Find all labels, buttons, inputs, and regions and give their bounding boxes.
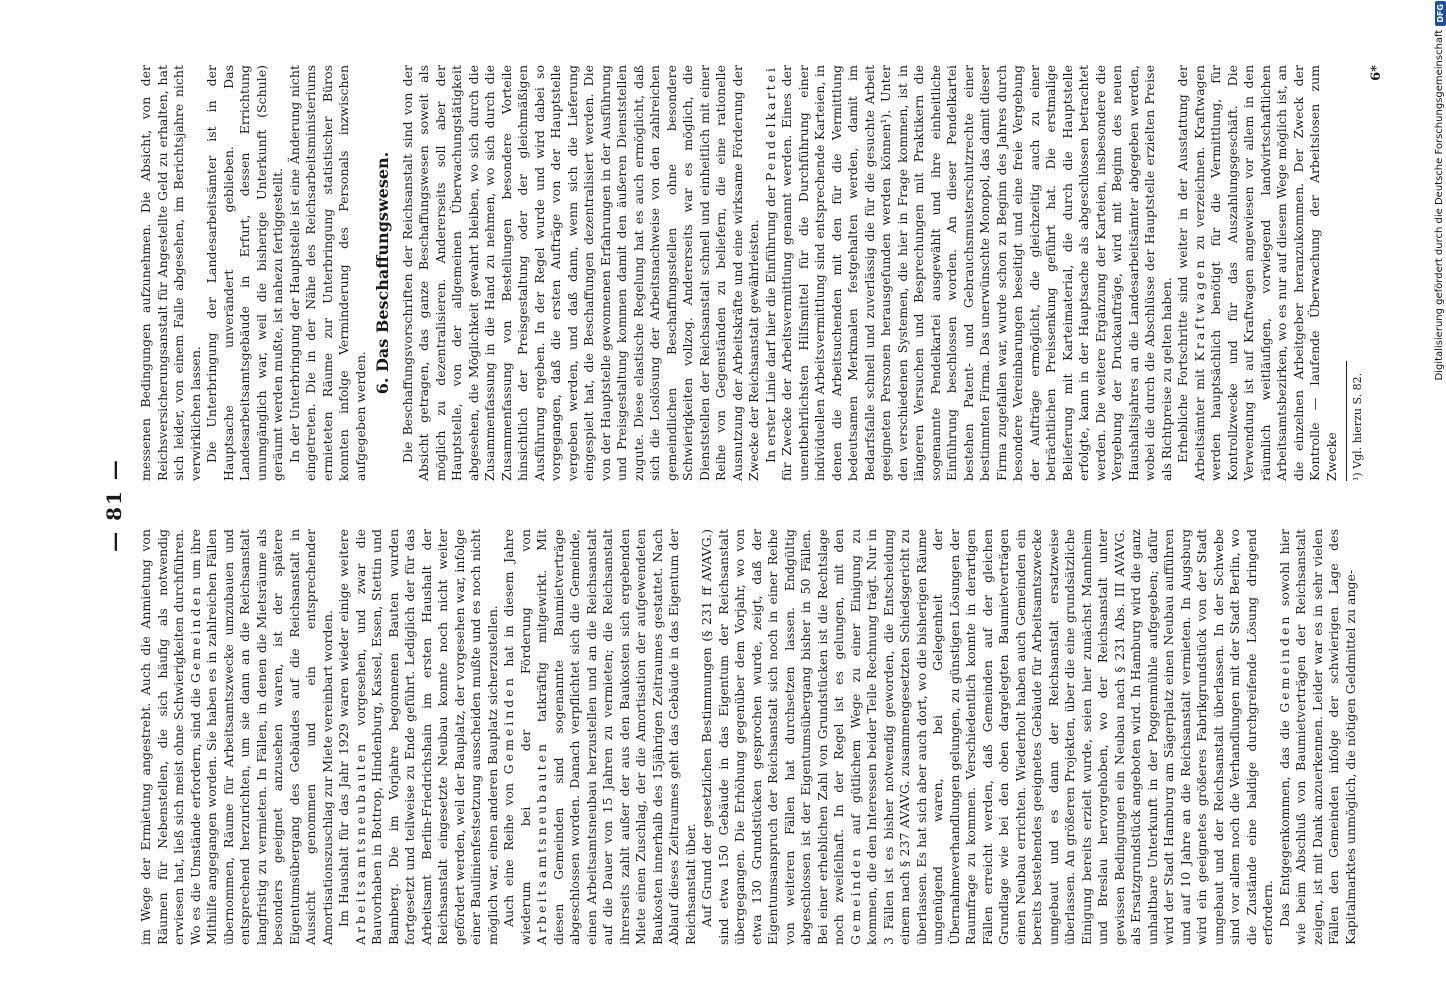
paragraph: Auf Grund der gesetzlichen Bestimmungen (§ 231 ff AVAVG.) sind etwa 150 Gebäude in das Eigentum der Reichsanstalt übergegangen. Die Erhöhung gegenüber dem Vorjahr, wo von etwa 130 Grundstücken gesprochen wurde, zeigt, daß der Eigentumsanspruch der Reichsanstalt sich noch in einer Reihe von weiteren Fällen hat durchsetzen lassen. Endgültig abgeschlossen ist der Eigentumsübergang bisher in 50 Fällen. Bei einer erheblichen Zahl von Grundstücken ist die Rechtslage noch zweifelhaft. In der Regel ist es gelungen, mit den Gemeinden auf gütlichem Wege zu einer Einigung zu kommen, die den Interessen beider Teile Rechnung trägt. Nur in 3 Fällen ist es bisher notwendig geworden, die Entscheidung einem nach § 237 AVAVG. zusammengesetzten Schiedsgericht zu überlassen. Es hat sich aber auch dort, wo die bisherigen Räume ungenügend waren, bei Gelegenheit der Übernahmeverhandlungen gelungen, zu günstigen Lösungen der Raumfrage zu kommen. Verschiedentlich konnte in derartigen Fällen erreicht werden, daß Gemeinden auf der gleichen Grundlage wie bei den oben dargelegten Baumietverträgen einen Neubau errichten. Wiederholt haben auch Gemeinden ein bereits bestehendes geeignetes Gebäude für Arbeitsamtszwecke umgebaut und es dann der Reichsanstalt ersatzweise überlassen. An größeren Projekten, über die eine grundsätzliche Einigung bereits erzielt wurde, seien hier zunächst Mannheim und Breslau hervorgehoben, wo der Reichsanstalt unter gewissen Bedingungen ein Neubau nach § 231 Abs. III AVAVG. als Ersatzgrundstück angeboten wird. In Hamburg wird die ganz unhaltbare Unterkunft in der Poggenmühle aufgegeben; dafür wird der Stadt Hamburg am Sägerplatz einen Neubau aufführen und auf 10 Jahre an die Reichsanstalt vermieten. In Augsburg wird ein geeignetes größeres Fabrikgrundstück von der Stadt umgebaut und der Reichsanstalt überlassen. In der Schwebe sind vor allem noch die Verhandlungen mit der Stadt Berlin, wo die Zustände eine baldige durchgreifende Lösung dringend erfordern. [699, 529, 1275, 945]
paragraph: Die Unterbringung der Landesarbeitsämter ist in der Hauptsache unverändert geblieben. Das Landesarbeitsamtsgebäude in Erfurt, dessen Errichtung unumgänglich war, weil die bisherige Unterkunft (Schule) geräumt werden mußte, ist nahezu fertiggestellt. [204, 65, 285, 481]
left-text-column [138, 529, 1359, 945]
paragraph: In erster Linie darf hier die Einführung der Pendelkartei für Zwecke der Arbeitsvermittlung genannt werden. Eines der unentbehrlichsten Hilfsmittel für die Durchführung einer individuellen Arbeitsvermittlung sind entsprechende Karteien, in denen die Arbeitsuchenden mit den für die Vermittlung bedeutsamen Merkmalen festgehalten werden, damit im Bedarfsfalle schnell und zuverlässig die für die gesuchte Arbeit geeigneten Personen herausgefunden werden können¹). Unter den verschiedenen Systemen, die hier in Frage kommen, ist in längeren Versuchen und Besprechungen mit Praktikern die sogenannte Pendelkartei ausgewählt und ihre einheitliche Einführung beschlossen worden. An dieser Pendelkartei bestehen Patent- und Gebrauchsmusterschutzrechte einer bestimmten Firma. Das unerwünschte Monopol, das damit dieser Firma zugefallen war, wurde schon zu Beginn des Jahres durch besondere Vereinbarungen beseitigt und eine freie Vergebung der Aufträge ermöglicht, die gleichzeitig auch zu einer beträchtlichen Preissenkung geführt hat. Die erstmalige Belieferung mit Karteimaterial, die durch die Hauptstelle erfolgte, kann in der Hauptsache als abgeschlossen betrachtet werden. Die weitere Ergänzung der Karteien, insbesondere die Vergebung der Druckaufträge, wird mit Beginn des neuen Haushaltsjahres an die Landesarbeitsämter abgegeben werden, wobei die durch die Abschlüsse der Hauptstelle erzielten Preise als Richtpreise zu gelten haben. [762, 65, 1174, 481]
paragraph: In der Unterbringung der Hauptstelle ist eine Änderung nicht eingetreten. Die in der Nähe des Reichsarbeitsministeriums ermieteten Räume zur Unterbringung statistischer Büros konnten infolge Verminderung des Personals inzwischen aufgegeben werden. [286, 65, 368, 481]
spaced-emphasis: Arbeitsamtsneubauten [352, 740, 368, 945]
spaced-emphasis: Gemeinden [501, 675, 516, 775]
credit-text: Digitalisierung gefördert durch die Deutsche Forschungsgemeinschaft [1434, 29, 1445, 381]
paragraph: messenen Bedingungen aufzunehmen. Die Absicht, von der Reichsversicherungsanstalt für Angestellte Geld zu erhalten, hat sich leider, von einem Falle abgesehen, im Berichtsjahre nicht verwirklichen lassen. [138, 65, 203, 481]
paragraph: Auch eine Reihe von Gemeinden hat in diesem Jahre wiederum bei der Förderung von Arbeitsamtsneubauten tatkräftig mitgewirkt. Mit diesen Gemeinden sind sogenannte Baumietverträge abgeschlossen worden. Danach verpflichtet sich die Gemeinde, einen Arbeitsamtsneubau herzustellen und an die Reichsanstalt auf die Dauer von 15 Jahren zu vermieten; die Reichsanstalt ihrerseits zahlt außer der aus den Baukosten sich ergebenden Miete einen Zuschlag, der die Amortisation der aufgewendeten Baukosten innerhalb des 15jährigen Zeitraumes gestattet. Nach Ablauf dieses Zeitraumes geht das Gebäude in das Eigentum der Reichsanstalt über. [501, 528, 698, 945]
dfg-logo: DFG [1435, 1, 1446, 26]
footnote: ¹) Vgl. hierzu S. 82. [1351, 372, 1364, 481]
spaced-emphasis: Arbeitsamtsneubauten [534, 740, 549, 945]
section-heading: 6. Das Beschaffungswesen. [373, 151, 392, 395]
paragraph: Erhebliche Fortschritte sind weiter in der Ausstattung der Arbeitsämter mit Kraftwagen zu verzeichnen. Kraftwagen werden hauptsächlich benötigt für die Vermittlung, für Kontrollzwecke und für das Auszahlungsgeschäft. Die Verwendung ist auf Kraftwagen angewiesen vor allem in den räumlich weitläufigen, vorwiegend landwirtschaftlichen Arbeitsamtsbezirken, wo es nur auf diesem Wege möglich ist, an die einzelnen Arbeitgeber heranzukommen. Der Zweck der Kontrolle — laufende Überwachung der Arbeitslosen zum Zwecke [1175, 65, 1339, 481]
right-text-column [138, 65, 1386, 481]
spaced-emphasis: Gemeinden [187, 583, 203, 684]
paragraph: Die Beschaffungsvorschriften der Reichsanstalt sind von der Absicht getragen, das ganze Beschaffungswesen soweit als möglich zu dezentralisieren. Andererseits soll aber der Hauptstelle, von der allgemeinen Überwachungstätigkeit abgesehen, die Möglichkeit gewahrt bleiben, wo sich durch die Zusammenfassung in die Hand zu nehmen, wo sich durch die Zusammenfassung von Bestellungen besondere Vorteile hinsichtlich der Preisgestaltung oder der gleichmäßigen Ausführung ergeben. In der Regel wurde und wird dabei so vorgegangen, daß die ersten Aufträge von der Hauptstelle vergeben werden, und daß dann, wenn sich die Lieferung eingespielt hat, die Beschaffungen dezentralisiert werden. Die von der Hauptstelle gewonnenen Erfahrungen in der Ausführung und Preisgestaltung kommen damit den äußeren Dienststellen zugute. Diese elastische Regelung hat es auch ermöglicht, daß sich die Loslösung der Arbeitsnachweise von den zahlreichen gemeindlichen Beschaffungsstellen ohne besondere Schwierigkeiten vollzog. Andererseits war es möglich, die Dienststellen der Reichsanstalt schnell und einheitlich mit einer Reihe von Gegenständen zu beliefern, die eine rationelle Ausnutzung der Arbeitskräfte und eine wirksame Förderung der Zwecke der Reichsanstalt gewährleisten. [399, 65, 761, 481]
spaced-emphasis: Kraftwagen [1191, 257, 1207, 362]
paragraph: Das Entgegenkommen, das die Gemeinden sowohl hier wie beim Abschluß von Baumietverträgen der Reichsanstalt zeigen, ist mit Dank anzuerkennen. Leider war es in sehr vielen Fällen den Gemeinden infolge der schwierigen Lage des Kapitalmarktes unmöglich, die nötigen Geldmittel zu ange- [1276, 529, 1358, 945]
paragraph: Im Haushalt für das Jahr 1929 waren wieder einige weitere Arbeitsamtsneubauten vorgesehen, und zwar die Bauvorhaben in Bottrop, Hindenburg, Kassel, Essen, Stettin und Bamberg. Die im Vorjahre begonnenen Bauten wurden fortgesetzt und teilweise zu Ende geführt. Lediglich der für das Arbeitsamt Berlin-Friedrichshain im ersten Haushalt der Reichsanstalt eingesetzte Neubau konnte noch nicht weiter gefördert werden, weil der Bauplatz, der vorgesehen war, infolge einer Baulinienfestsetzung ausscheiden mußte und es noch nicht möglich war, einen anderen Bauplatz sicherzustellen. [336, 529, 500, 945]
rotated-page [102, 65, 1392, 945]
spaced-emphasis: Pendelkartei [762, 65, 778, 182]
credit-strip [1422, 2, 1445, 998]
spaced-emphasis: Gemeinden [847, 845, 863, 945]
credit-line [1434, 1, 1446, 997]
paragraph: im Wege der Ermietung angestrebt. Auch die Anmietung von Räumen für Nebenstellen, die sich häufig als notwendig erwiesen hat, ließ sich meist ohne Schwierigkeiten durchführen. Wo es die Umstände erfordern, sind die Gemeinden um ihre Mithilfe angegangen worden. Sie haben es in zahlreichen Fällen übernommen, Räume für Arbeitsamtszwecke umzubauen und entsprechend herzurichten, um sie dann an die Reichsanstalt langfristig zu vermieten. In Fällen, in denen die Mietsräume als besonders geeignet anzusehen waren, ist der spätere Eigentumsübergang des Gebäudes auf die Reichsanstalt in Aussicht genommen und ein entsprechender Amortisationszuschlag zur Miete vereinbart worden. [138, 529, 335, 945]
footnote-divider [1346, 361, 1347, 481]
signature-mark: 6* [1369, 65, 1384, 81]
spaced-emphasis: Gemeinden [1276, 613, 1292, 713]
page-number-header: — 81 — [102, 458, 126, 552]
